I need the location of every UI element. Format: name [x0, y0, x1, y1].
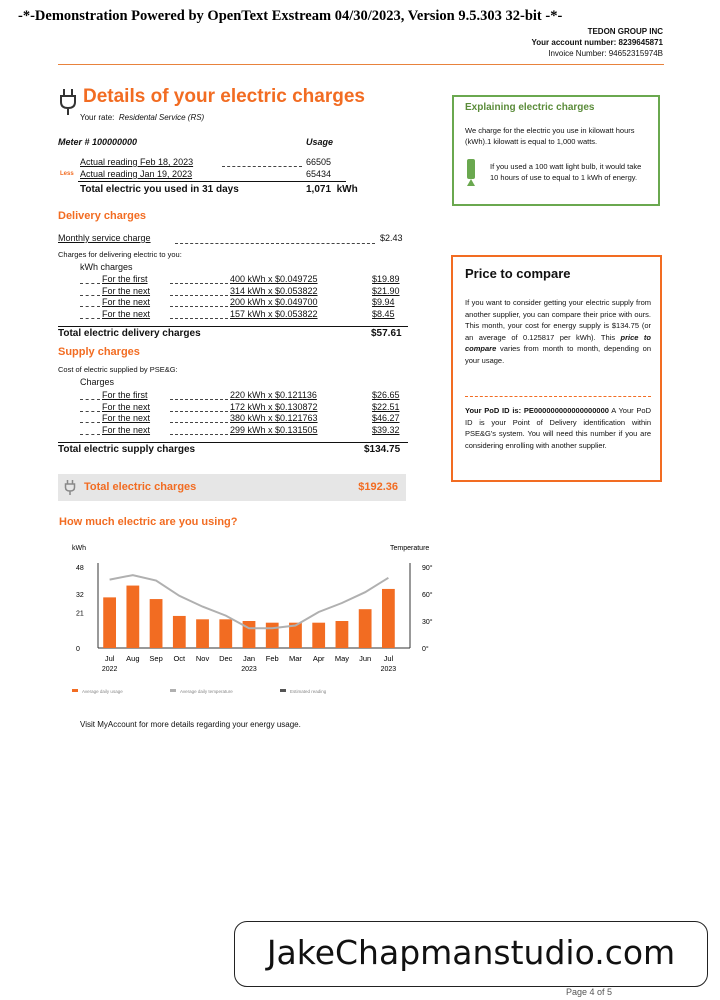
- service-charge-label: Monthly service charge: [58, 233, 151, 243]
- header-divider: [58, 64, 664, 65]
- demo-banner: -*-Demonstration Powered by OpenText Exstream 04/30/2023, Version 9.5.303 32-bit -*-: [18, 8, 563, 24]
- leader: [80, 318, 100, 319]
- explain-tip: If you used a 100 watt light bulb, it would take 10 hours of use to equal to 1 kWh of energy.: [490, 162, 642, 182]
- charge-line-calc: 299 kWh x $0.131505: [230, 424, 318, 435]
- charge-line-label: For the next: [102, 285, 151, 296]
- usage-bar: [103, 597, 116, 648]
- pod-label: Your PoD ID is: PE000000000000000000: [465, 406, 609, 415]
- x-tick-label: Aug: [126, 654, 140, 663]
- leader: [80, 399, 100, 400]
- leader: [80, 306, 100, 307]
- x-tick-label: Jul: [383, 654, 394, 663]
- supply-charges-label: Charges: [80, 377, 115, 387]
- price-compare-emphasis: price to compare: [465, 332, 651, 353]
- leader: [80, 422, 100, 423]
- charge-line-calc: 220 kWh x $0.121136: [230, 390, 317, 400]
- x-tick-label: Oct: [173, 654, 186, 663]
- rate-row: [80, 113, 204, 122]
- x-tick-label: Sep: [149, 654, 163, 663]
- charge-line-amount: $19.89: [372, 274, 400, 284]
- charge-line-label: For the first: [102, 274, 148, 284]
- reading-current-value: 66505: [306, 157, 332, 167]
- legend-swatch: [280, 689, 286, 692]
- charge-line-calc: 380 kWh x $0.121763: [230, 413, 318, 423]
- charge-line-calc: 314 kWh x $0.053822: [230, 285, 318, 296]
- x-year-label: 2022: [101, 666, 118, 673]
- details-title: Details of your electric charges: [83, 86, 365, 107]
- delivery-rule: [58, 326, 408, 327]
- supply-total-value: $134.75: [364, 444, 401, 455]
- explain-text: We charge for the electric you use in kilowatt hours (kWh).1 kilowatt is equal to 1,000 watts.: [465, 126, 635, 146]
- charge-line-label: For the next: [102, 308, 151, 319]
- usage-chart-title: How much electric are you using?: [59, 516, 238, 528]
- delivery-total-label: Total electric delivery charges: [58, 328, 201, 339]
- usage-bar: [126, 586, 139, 648]
- leader: [170, 422, 228, 423]
- leader: [170, 306, 228, 307]
- leader: [80, 411, 100, 412]
- company-header: [532, 26, 663, 59]
- price-compare-text-1: If you want to consider getting your electric supply from another supplier, you can compare their price with ours. This month, your cost for energy supply is $134.75 (or an average of 0.125817 per kWh). This: [465, 298, 651, 342]
- pod-text: [465, 405, 651, 451]
- light-bulb-icon: [465, 159, 477, 189]
- charge-line-amount: $22.51: [372, 401, 400, 412]
- y-tick-label: 48: [76, 565, 84, 572]
- charge-line-label: For the next: [102, 413, 151, 423]
- charge-line-calc: 200 kWh x $0.049700: [230, 297, 318, 307]
- price-compare-text-2: varies from month to month, depending on your usage.: [465, 344, 651, 365]
- reading-rule: [78, 181, 346, 182]
- leader: [170, 295, 228, 296]
- y-tick-label: 0: [76, 646, 80, 653]
- x-year-label: 2023: [241, 666, 257, 673]
- usage-bar: [359, 609, 372, 648]
- x-tick-label: Mar: [289, 654, 302, 663]
- total-charges-bar: [58, 474, 406, 501]
- usage-bar: [266, 623, 279, 648]
- x-tick-label: Jun: [359, 654, 372, 663]
- total-used-label: Total electric you used in 31 days: [80, 184, 239, 195]
- y-axis-title: kWh: [72, 545, 86, 552]
- supply-title: Supply charges: [58, 346, 140, 358]
- charge-line-calc: 172 kWh x $0.130872: [230, 401, 318, 412]
- charge-line-label: For the first: [102, 390, 148, 400]
- total-used-unit: kWh: [336, 184, 358, 195]
- company-name: TEDON GROUP INC: [587, 27, 663, 36]
- invoice-number-row: [532, 48, 663, 59]
- charge-line-amount: $21.90: [372, 285, 400, 296]
- leader: [170, 283, 228, 284]
- visit-text: Visit MyAccount for more details regarding your energy usage.: [80, 720, 301, 729]
- explain-title: Explaining electric charges: [465, 102, 595, 113]
- watermark-text: JakeChapmanstudio.com: [266, 933, 676, 972]
- reading-previous-label: Actual reading Jan 19, 2023: [80, 169, 193, 179]
- account-number: 8239645871: [618, 38, 663, 47]
- price-compare-divider: [465, 396, 651, 397]
- rate-label: Your rate:: [80, 113, 115, 122]
- legend-swatch: [72, 689, 78, 692]
- leader: [80, 434, 100, 435]
- x-tick-label: Jul: [104, 654, 115, 663]
- usage-bar: [382, 589, 395, 648]
- supply-cost-label: Cost of electric supplied by PSE&G:: [58, 365, 178, 374]
- watermark: [234, 921, 708, 987]
- x-tick-label: Apr: [312, 654, 325, 663]
- delivery-total-value: $57.61: [371, 328, 402, 339]
- y-tick-label: 21: [76, 610, 84, 618]
- usage-chart: [58, 536, 448, 706]
- pod-description: A Your PoD ID is your Point of Delivery identification within PSE&G's system. You will need this number if you are considering enrolling with another supplier.: [465, 406, 651, 450]
- total-used-value: [306, 184, 358, 195]
- plug-icon: [58, 87, 78, 117]
- reading-current-label: Actual reading Feb 18, 2023: [80, 157, 194, 167]
- y2-tick-label: 30°: [422, 619, 433, 626]
- x-tick-label: Feb: [265, 654, 279, 663]
- total-used-number: 1,071: [306, 184, 332, 195]
- usage-bar: [173, 616, 186, 648]
- legend-label: Average daily usage: [82, 689, 123, 694]
- charge-line-amount: $9.94: [372, 297, 395, 307]
- plug-icon: [64, 479, 76, 496]
- leader: [175, 243, 375, 244]
- leader: [170, 434, 228, 435]
- kwh-charges-label: kWh charges: [80, 262, 133, 272]
- usage-bar: [150, 599, 163, 648]
- usage-bar: [312, 623, 325, 648]
- usage-bar: [219, 619, 232, 648]
- leader: [80, 295, 100, 296]
- leader: [170, 399, 228, 400]
- legend-label: Average daily temperature: [180, 689, 233, 694]
- page-number: Page 4 of 5: [566, 987, 613, 997]
- leader: [222, 166, 302, 167]
- charge-line-label: For the next: [102, 297, 151, 307]
- supply-total-label: Total electric supply charges: [58, 444, 196, 455]
- y2-axis-title: Temperature: [390, 545, 430, 552]
- x-tick-label: Dec: [219, 654, 233, 663]
- y2-tick-label: 0°: [422, 646, 429, 653]
- legend-label: Estimated reading: [290, 689, 327, 694]
- invoice-number: 94652315974B: [608, 49, 663, 58]
- charge-line-amount: $26.65: [372, 390, 400, 400]
- charge-line-label: For the next: [102, 424, 151, 435]
- y-tick-label: 32: [76, 592, 84, 599]
- usage-bar: [196, 619, 209, 648]
- account-label: Your account number:: [531, 38, 617, 47]
- price-compare-box: [451, 255, 662, 482]
- charge-line-amount: $39.32: [372, 424, 400, 435]
- rate-value: Residental Service (RS): [118, 113, 205, 122]
- delivery-title: Delivery charges: [58, 210, 147, 222]
- y2-tick-label: 60°: [422, 592, 433, 599]
- charge-line-amount: $8.45: [372, 308, 395, 319]
- delivering-label: Charges for delivering electric to you:: [58, 250, 182, 259]
- charge-line-calc: 400 kWh x $0.049725: [230, 274, 318, 284]
- leader: [170, 411, 228, 412]
- usage-header: Usage: [306, 137, 334, 147]
- charge-line-label: For the next: [102, 401, 151, 412]
- service-charge-value: $2.43: [380, 233, 403, 243]
- usage-bar: [336, 621, 349, 648]
- leader: [80, 283, 100, 284]
- y2-tick-label: 90°: [422, 565, 433, 572]
- reading-previous-value: 65434: [306, 169, 332, 179]
- x-year-label: 2023: [380, 666, 397, 673]
- x-tick-label: Jan: [242, 654, 256, 663]
- less-label: Less: [60, 171, 74, 177]
- charge-line-amount: $46.27: [372, 413, 400, 423]
- total-charges-label: Total electric charges: [84, 481, 197, 493]
- supply-rule: [58, 442, 408, 443]
- x-tick-label: Nov: [195, 654, 210, 663]
- meter-label: Meter # 100000000: [58, 137, 138, 147]
- explain-box: [452, 95, 660, 206]
- price-compare-text: [465, 297, 651, 366]
- charge-line-calc: 157 kWh x $0.053822: [230, 308, 318, 319]
- leader: [170, 318, 228, 319]
- account-number-row: [532, 37, 663, 48]
- total-charges-value: $192.36: [358, 481, 398, 493]
- invoice-label: Invoice Number:: [548, 49, 607, 58]
- x-tick-label: May: [334, 654, 350, 663]
- price-compare-title: Price to compare: [465, 266, 571, 281]
- legend-swatch: [170, 689, 176, 692]
